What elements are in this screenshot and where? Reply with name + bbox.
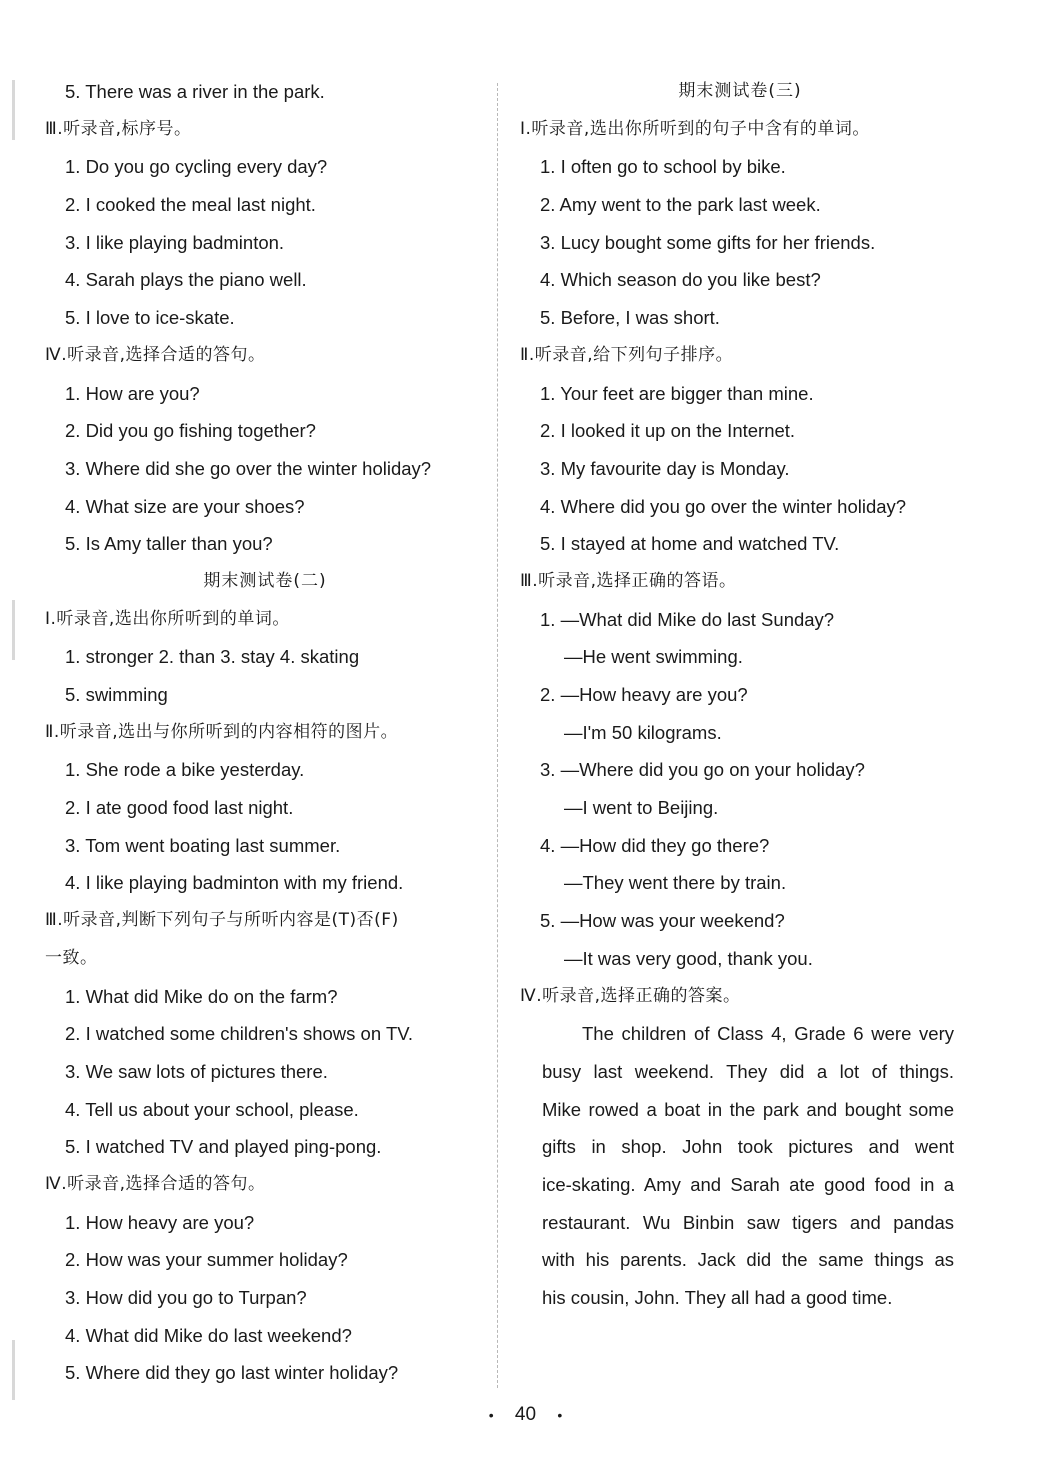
section-heading: Ⅳ.听录音,选择合适的答句。 [45,1173,266,1194]
question-item: 2. —How heavy are you? [540,684,748,705]
binding-edge-mark [12,80,15,140]
section-heading: Ⅰ.听录音,选出你所听到的单词。 [45,608,290,629]
binding-edge-mark [12,600,15,660]
passage-line: with his parents. Jack did the same things as [542,1249,954,1271]
question-item: 5. Before, I was short. [540,307,720,329]
passage-line: his cousin, John. They all had a good time. [542,1287,893,1308]
test-title: 期末测试卷(二) [203,570,327,591]
question-item: 4. Tell us about your school, please. [65,1098,359,1120]
right-column [520,73,960,1317]
question-item: 3. We saw lots of pictures there. [65,1060,328,1082]
answer-line: —It was very good, thank you. [564,947,813,969]
question-item: 4. What size are your shoes? [65,495,305,517]
passage-line: The children of Class 4, Grade 6 were very [582,1023,954,1045]
answer-line: —I went to Beijing. [564,797,719,819]
answer-line: —He went swimming. [564,646,743,668]
question-item: 1. What did Mike do on the farm? [65,985,338,1007]
question-item: 3. I like playing badminton. [65,231,285,253]
section-heading: Ⅳ.听录音,选择合适的答句。 [45,344,266,365]
question-item: 4. I like playing badminton with my friend. [65,872,404,894]
question-item: 5. swimming [65,684,168,705]
passage-line: restaurant. Wu Binbin saw tigers and pandas [542,1211,954,1233]
question-item: 4. Sarah plays the piano well. [65,269,307,291]
question-item: 3. Lucy bought some gifts for her friends. [540,231,876,253]
passage-line: gifts in shop. John took pictures and went [542,1136,954,1158]
question-item: 1. She rode a bike yesterday. [65,759,305,781]
question-item: 4. What did Mike do last weekend? [65,1324,352,1346]
section-heading: Ⅳ.听录音,选择正确的答案。 [520,985,741,1006]
question-item: 5. I stayed at home and watched TV. [540,533,840,555]
question-item: 2. I ate good food last night. [65,797,294,819]
section-heading: Ⅰ.听录音,选出你所听到的句子中含有的单词。 [520,118,870,139]
question-item: 2. Did you go fishing together? [65,420,316,442]
question-item: 5. —How was your weekend? [540,910,785,932]
footer-dot-left: • [488,1406,494,1423]
question-item: 1. I often go to school by bike. [540,156,786,178]
page-number: 40 [514,1404,537,1425]
question-item: 1. How are you? [65,382,200,404]
section-heading: Ⅲ.听录音,选择正确的答语。 [520,570,737,591]
question-item: 2. I watched some children's shows on TV. [65,1023,414,1045]
question-item: 2. How was your summer holiday? [65,1249,348,1271]
question-item: 2. I looked it up on the Internet. [540,420,796,442]
column-divider [497,83,498,1388]
question-item: 4. Where did you go over the winter holiday? [540,495,907,517]
section-heading: 一致。 [45,947,98,968]
binding-edge-mark [12,1340,15,1400]
question-item: 5. I watched TV and played ping-pong. [65,1136,382,1158]
question-item: 5. I love to ice-skate. [65,307,235,329]
question-item: 4. Which season do you like best? [540,269,821,291]
section-heading: Ⅱ.听录音,选出与你所听到的内容相符的图片。 [45,721,399,742]
question-item: 5. There was a river in the park. [65,81,325,102]
passage-line: busy last weekend. They did a lot of things. [542,1060,954,1082]
question-item: 1. How heavy are you? [65,1211,255,1233]
answer-line: —I'm 50 kilograms. [564,721,722,743]
passage-line: ice-skating. Amy and Sarah ate good food in a [542,1173,954,1195]
question-item: 2. Amy went to the park last week. [540,194,821,216]
question-item: 3. How did you go to Turpan? [65,1287,307,1308]
section-heading: Ⅲ.听录音,标序号。 [45,118,192,139]
question-item: 3. My favourite day is Monday. [540,457,790,479]
footer-dot-right: • [557,1406,563,1423]
passage-line: Mike rowed a boat in the park and bought some [542,1098,954,1120]
question-item: 3. —Where did you go on your holiday? [540,759,865,781]
section-heading: Ⅲ.听录音,判断下列句子与所听内容是(T)否(F) [45,910,399,931]
question-item: 3. Tom went boating last summer. [65,834,341,856]
question-item: 3. Where did she go over the winter holiday? [65,457,432,479]
question-item: 1. Your feet are bigger than mine. [540,382,814,404]
answer-line: —They went there by train. [564,872,787,894]
question-item: 5. Is Amy taller than you? [65,533,273,555]
page-footer [0,1404,1051,1426]
question-item: 4. —How did they go there? [540,834,770,856]
question-item: 1. stronger 2. than 3. stay 4. skating [65,646,360,668]
question-item: 1. Do you go cycling every day? [65,156,328,178]
section-heading: Ⅱ.听录音,给下列句子排序。 [520,344,734,365]
question-item: 5. Where did they go last winter holiday? [65,1362,399,1384]
question-item: 2. I cooked the meal last night. [65,194,316,216]
test-title: 期末测试卷(三) [678,81,802,101]
question-item: 1. —What did Mike do last Sunday? [540,608,835,630]
left-column [45,73,485,1392]
